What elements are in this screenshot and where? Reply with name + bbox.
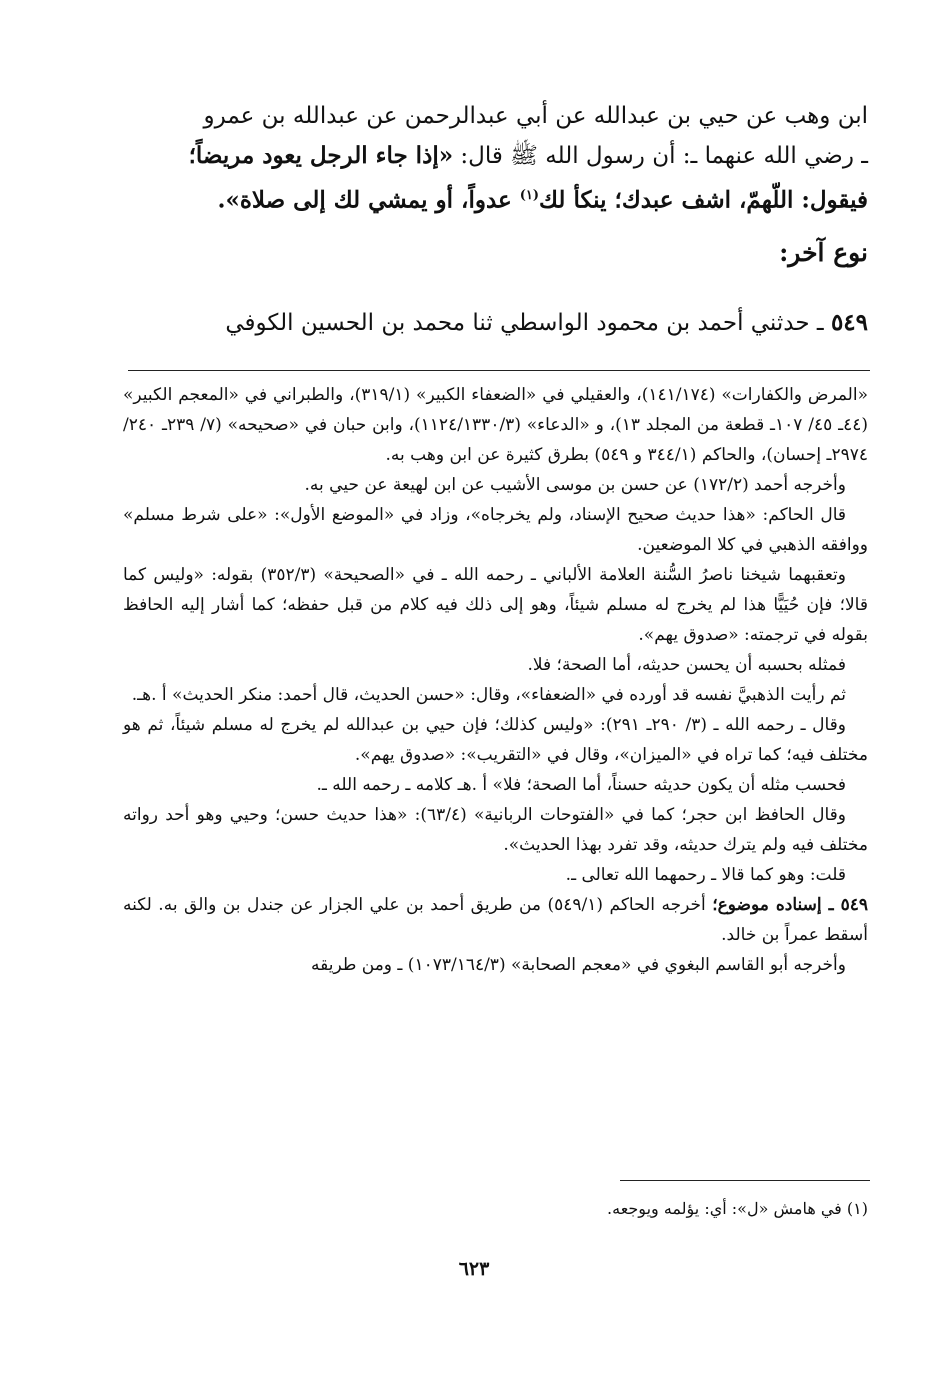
note-verdict: ـ إسناده موضوع؛: [712, 895, 841, 915]
note-paragraph: «المرض والكفارات» (١٤١/١٧٤)، والعقيلي في «الضعفاء الكبير» (٣١٩/١)، والطبراني في «المعجم الكبير» (٤٤ـ ٤٥/ ١٠٧ـ قطعة من المجلد ١٣)، و «الدعاء» (١١٢٤/١٣٣٠/٣)، وابن حبان في «صحيحه» (٧/ ٢٣٩ـ ٢٤٠/ ٢٩٧٤ـ إحسان)، والحاكم (٣٤٤/١ و ٥٤٩) بطرق كثيرة عن ابن وهب به.: [123, 385, 869, 465]
notes-separator: [128, 370, 870, 371]
footnote-marker: (١): [846, 1199, 868, 1218]
footnote-ref[interactable]: (١): [519, 188, 540, 203]
main-line-3: [123, 176, 868, 221]
note-paragraph-549: [123, 890, 868, 950]
hadith-quote-a: فيقول: اللّهمّ، اشف عبدك؛ ينكأ لك: [539, 186, 868, 214]
notes-section: [123, 380, 868, 980]
note-number: ٥٤٩: [840, 895, 868, 915]
main-line-2: [123, 136, 868, 176]
note-paragraph: فمثله بحسبه أن يحسن حديثه، أما الصحة؛ فلا.: [527, 655, 846, 675]
main-text: [123, 96, 868, 221]
hadith-number: ٥٤٩: [830, 309, 868, 336]
footnote: [123, 1196, 868, 1222]
main-line-2-plain: ـ رضي الله عنهما ـ: أن رسول الله ﷺ قال:: [453, 143, 868, 169]
note-text: أخرجه الحاكم (٥٤٩/١) من طريق أحمد بن علي الجزار عن جندل بن والق به. لكنه أسقط عمراً بن خالد.: [123, 895, 868, 945]
note-paragraph: وتعقبهما شيخنا ناصرُ السُّنة العلامة الألباني ـ رحمه الله ـ في «الصحيحة» (٣٥٢/٣) بقوله: «وليس كما قالا؛ فإن حُيَيًّا هذا لم يخرج له مسلم شيئاً، وهو إلى ذلك فيه كلام من قبل حفظه؛ كما أشار إليه الحافظ بقوله في ترجمته: «صدوق يهم».: [123, 565, 868, 645]
note-paragraph: ثم رأيت الذهبيَّ نفسه قد أورده في «الضعفاء»، وقال: «حسن الحديث، قال أحمد: منكر الحديث» أ .هـ.: [131, 685, 846, 705]
note-paragraph: وقال ـ رحمه الله ـ (٣/ ٢٩٠ـ ٢٩١): «وليس كذلك؛ فإن حيي بن عبدالله لم يخرج له مسلم شيئاً، ثم هو مختلف فيه؛ كما تراه في «الميزان»، وقال في «التقريب»: «صدوق يهم».: [123, 715, 868, 765]
note-paragraph: قلت: وهو كما قالا ـ رحمهما الله تعالى ـ.: [565, 865, 846, 885]
hadith-549-text: ـ حدثني أحمد بن محمود الواسطي ثنا محمد بن الحسين الكوفي: [225, 310, 831, 336]
hadith-549: [123, 303, 868, 343]
footnote-text: في هامش «ل»: أي: يؤلمه ويوجعه.: [607, 1199, 847, 1218]
note-paragraph: وأخرجه أحمد (١٧٢/٢) عن حسن بن موسى الأشيب عن ابن لهيعة عن حيي به.: [304, 475, 846, 495]
note-paragraph: وقال الحافظ ابن حجر؛ كما في «الفتوحات الربانية» (٦٣/٤): «هذا حديث حسن؛ وحيي وهو أحد رواته مختلف فيه ولم يترك حديثه، وقد تفرد بهذا الحديث».: [123, 805, 868, 855]
section-heading: نوع آخر:: [779, 238, 868, 267]
footnote-separator: [620, 1180, 870, 1181]
page-number: ٦٢٣: [458, 1258, 490, 1280]
hadith-quote-b: عدواً، أو يمشي لك إلى صلاة».: [217, 186, 520, 214]
main-line-1: ابن وهب عن حيي بن عبدالله عن أبي عبدالرحمن عن عبدالله بن عمرو: [203, 103, 868, 129]
note-paragraph: فحسب مثله أن يكون حديثه حسناً، أما الصحة؛ فلا» أ .هـ كلامه ـ رحمه الله ـ.: [316, 775, 846, 795]
note-paragraph: قال الحاكم: «هذا حديث صحيح الإسناد، ولم يخرجاه»، وزاد في «الموضع الأول»: «على شرط مسلم» ووافقه الذهبي في كلا الموضعين.: [123, 505, 868, 555]
hadith-quote-start: «إذا جاء الرجل يعود مريضاً؛: [188, 142, 454, 169]
note-paragraph: وأخرجه أبو القاسم البغوي في «معجم الصحابة» (١٠٧٣/١٦٤/٣) ـ ومن طريقه: [311, 955, 846, 975]
